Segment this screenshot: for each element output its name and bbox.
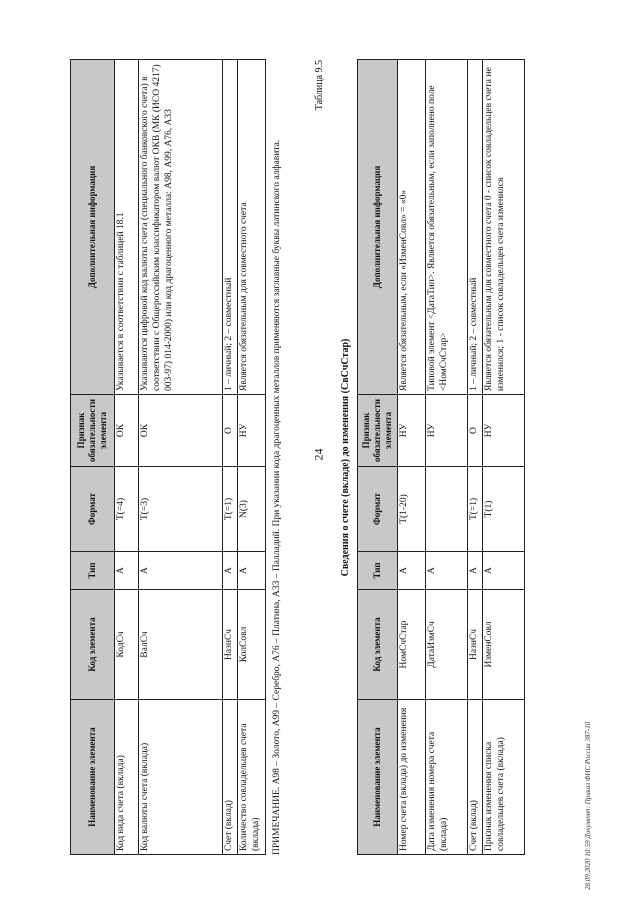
cell-required: ОК <box>139 395 223 467</box>
table-row <box>482 60 524 855</box>
cell-name: Код валюты счета (вклада) <box>139 700 223 855</box>
header-name: Наименование элемента <box>358 700 398 855</box>
note-text: ПРИМЕЧАНИЕ. А98 – Золото, А99 – Серебро, А76 – Платина, А33 – Палладий. При указании кода драгоценных металлов применяются заглавные буквы латинского алфавита. <box>272 139 282 855</box>
cell-format: T(=1) <box>223 467 238 552</box>
cell-info: Указываются цифровой код валюты счета (специального банковского счета) в соответствии с Общероссийским классификатором валют ОКВ (МК (ИСО 4217) 003-97) 014-2000) или код драгоценного металла: А98, А99, А76, А33 <box>139 60 223 395</box>
cell-code: НомСчСтар <box>398 590 426 700</box>
cell-type: А <box>115 552 139 590</box>
header-code: Код элемента <box>71 590 115 700</box>
cell-format: N(3) <box>237 467 265 552</box>
cell-required: НУ <box>426 395 468 467</box>
cell-name: Код вида счета (вклада) <box>115 700 139 855</box>
table-caption: Сведения о счете (вкладе) до изменения (СвСчСтар) <box>340 338 351 577</box>
header-type: Тип <box>71 552 115 590</box>
document-stamp <box>584 720 624 890</box>
header-code: Код элемента <box>358 590 398 700</box>
cell-format: T(=3) <box>139 467 223 552</box>
cell-code: НазнСч <box>468 590 483 700</box>
header-type: Тип <box>358 552 398 590</box>
cell-type: А <box>139 552 223 590</box>
header-required: Признак обязательности элемента <box>71 395 115 467</box>
cell-required: О <box>468 395 483 467</box>
cell-required: НУ <box>482 395 524 467</box>
cell-code: ДатаИзмСч <box>426 590 468 700</box>
cell-code: КолСовл <box>237 590 265 700</box>
cell-type: А <box>468 552 483 590</box>
cell-type: А <box>398 552 426 590</box>
cell-name: Количество совладельцев счета (вклада) <box>237 700 265 855</box>
table-label: Таблица 9.5 <box>314 60 325 111</box>
cell-type: А <box>237 552 265 590</box>
table-row <box>426 60 468 855</box>
header-format: Формат <box>358 467 398 552</box>
cell-info: Типовой элемент <ДатаТип>. Является обязательным, если заполнено поле <НомСчСтар> <box>426 60 468 395</box>
cell-name: Дата изменения номера счета (вклада) <box>426 700 468 855</box>
table-account-info <box>70 59 266 855</box>
cell-format <box>426 467 468 552</box>
header-info: Дополнительная информация <box>71 60 115 395</box>
cell-name: Счет (вклад) <box>468 700 483 855</box>
cell-info: 1 – личный; 2 – совместный <box>468 60 483 395</box>
header-required: Признак обязательности элемента <box>358 395 398 467</box>
header-name: Наименование элемента <box>71 700 115 855</box>
stamp-text: 28.09.2020 10:59 Документ: Приказ ФНС России 387-10 <box>584 721 592 890</box>
cell-info: 1 – личный; 2 – совместный <box>223 60 238 395</box>
cell-info: Является обязательным для совместного счета 0 - список совладельцев счета не изменился; 1 - список совладельцев счета изменился <box>482 60 524 395</box>
cell-required: НУ <box>398 395 426 467</box>
page-number: 24 <box>311 448 326 461</box>
cell-code: КодСч <box>115 590 139 700</box>
cell-name: Признак изменения списка совладельцев счета (вклада) <box>482 700 524 855</box>
cell-required: О <box>223 395 238 467</box>
table-row <box>139 60 223 855</box>
cell-required: НУ <box>237 395 265 467</box>
cell-code: ВалСч <box>139 590 223 700</box>
rotated-page-content <box>70 60 620 855</box>
table-row <box>115 60 139 855</box>
header-format: Формат <box>71 467 115 552</box>
cell-format: T(=4) <box>115 467 139 552</box>
table-row <box>398 60 426 855</box>
cell-type: А <box>223 552 238 590</box>
cell-name: Номер счета (вклада) до изменения <box>398 700 426 855</box>
table-row <box>468 60 483 855</box>
cell-info: Является обязательным для совместного счета <box>237 60 265 395</box>
table-row <box>237 60 265 855</box>
cell-required: ОК <box>115 395 139 467</box>
cell-code: НазнСч <box>223 590 238 700</box>
cell-format: T(=1) <box>468 467 483 552</box>
cell-type: А <box>426 552 468 590</box>
cell-format: T(1) <box>482 467 524 552</box>
header-info: Дополнительная информация <box>358 60 398 395</box>
cell-name: Счет (вклад) <box>223 700 238 855</box>
table-account-before-change <box>357 59 525 855</box>
cell-info: Является обязательным, если «ИзменСовл» = «0» <box>398 60 426 395</box>
cell-info: Указывается в соответствии с таблицей 18.1 <box>115 60 139 395</box>
table-row <box>223 60 238 855</box>
cell-type: А <box>482 552 524 590</box>
cell-code: ИзменСовл <box>482 590 524 700</box>
cell-format: T(1-20) <box>398 467 426 552</box>
